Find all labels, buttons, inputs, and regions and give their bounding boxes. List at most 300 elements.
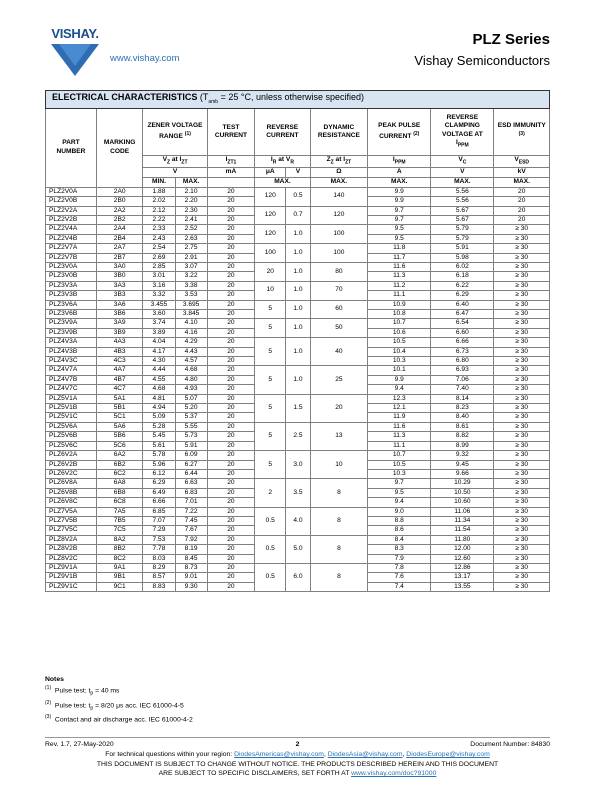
cell-marking-code: 3B0 [96,272,143,281]
cell-vz-max: 5.20 [175,404,207,413]
cell-vz-max: 6.83 [175,488,207,497]
cell-part-number: PLZ2V0B [46,197,97,206]
cell-peak-pulse-current: 11.2 [368,281,431,290]
cell-marking-code: 2A4 [96,225,143,234]
cell-part-number: PLZ2V0A [46,187,97,196]
cell-vz-max: 8.73 [175,563,207,572]
cell-vz-max: 4.10 [175,319,207,328]
cell-marking-code: 6B8 [96,488,143,497]
cell-part-number: PLZ6V2B [46,460,97,469]
cell-dynamic-resistance: 100 [310,225,368,244]
cell-marking-code: 8B2 [96,545,143,554]
cell-marking-code: 9B1 [96,573,143,582]
cell-reverse-current: 0.5 [255,563,286,591]
cell-vz-min: 6.66 [143,498,175,507]
cell-reverse-voltage: 1.0 [286,300,310,319]
sym-ir: $I_R$ at $V_R$ [255,156,310,168]
cell-esd-immunity: ≥ 30 [494,319,550,328]
cell-test-current: 20 [207,441,255,450]
cell-vz-max: 2.52 [175,225,207,234]
cell-reverse-current: 100 [255,244,286,263]
cell-vz-max: 2.75 [175,244,207,253]
cell-esd-immunity: ≥ 30 [494,563,550,572]
notes-heading: Notes [45,676,64,683]
cell-clamping-voltage: 12.00 [431,545,494,554]
page-number: 2 [295,741,300,748]
label-max [207,177,255,187]
cell-clamping-voltage: 12.86 [431,563,494,572]
cell-test-current: 20 [207,422,255,431]
cell-dynamic-resistance: 8 [310,479,368,507]
cell-vz-min: 3.16 [143,281,175,290]
cell-vz-max: 3.845 [175,310,207,319]
cell-esd-immunity: ≥ 30 [494,262,550,271]
cell-marking-code: 4C7 [96,385,143,394]
cell-marking-code: 2B4 [96,234,143,243]
cell-peak-pulse-current: 10.5 [368,460,431,469]
cell-test-current: 20 [207,338,255,347]
cell-reverse-current: 120 [255,225,286,244]
cell-test-current: 20 [207,404,255,413]
cell-part-number: PLZ2V2B [46,215,97,224]
table-row [46,563,550,572]
cell-marking-code: 7A5 [96,507,143,516]
table-row [46,338,550,347]
cell-marking-code: 5B1 [96,404,143,413]
cell-esd-immunity: ≥ 30 [494,488,550,497]
col-marking-code: MARKING CODE [96,109,143,188]
cell-dynamic-resistance: 10 [310,451,368,479]
cell-reverse-voltage: 1.0 [286,338,310,366]
cell-dynamic-resistance: 120 [310,206,368,225]
cell-test-current: 20 [207,516,255,525]
cell-vz-min: 4.68 [143,385,175,394]
electrical-characteristics-table [45,90,550,592]
cell-vz-min: 7.29 [143,526,175,535]
cell-esd-immunity: ≥ 30 [494,272,550,281]
cell-peak-pulse-current: 8.6 [368,526,431,535]
cell-vz-min: 4.55 [143,375,175,384]
cell-peak-pulse-current: 11.3 [368,432,431,441]
cell-clamping-voltage: 6.40 [431,300,494,309]
cell-marking-code: 6C8 [96,498,143,507]
cell-peak-pulse-current: 10.7 [368,451,431,460]
cell-test-current: 20 [207,300,255,309]
company-subtitle: Vishay Semiconductors [414,53,550,68]
cell-test-current: 20 [207,357,255,366]
cell-test-current: 20 [207,488,255,497]
cell-vz-max: 8.45 [175,554,207,563]
cell-marking-code: 5A1 [96,394,143,403]
cell-test-current: 20 [207,563,255,572]
cell-part-number: PLZ2V4A [46,225,97,234]
cell-part-number: PLZ6V2A [46,451,97,460]
cell-reverse-voltage: 0.7 [286,206,310,225]
cell-marking-code: 4A3 [96,338,143,347]
cell-vz-min: 3.89 [143,328,175,337]
cell-esd-immunity: ≥ 30 [494,366,550,375]
cell-peak-pulse-current: 7.4 [368,582,431,591]
cell-reverse-current: 5 [255,319,286,338]
cell-marking-code: 3B6 [96,310,143,319]
cell-reverse-voltage: 2.5 [286,422,310,450]
cell-marking-code: 2A0 [96,187,143,196]
cell-part-number: PLZ3V9A [46,319,97,328]
cell-vz-min: 2.33 [143,225,175,234]
table-row [46,479,550,488]
cell-part-number: PLZ2V2A [46,206,97,215]
cell-peak-pulse-current: 9.9 [368,197,431,206]
cell-clamping-voltage: 6.02 [431,262,494,271]
cell-vz-max: 3.22 [175,272,207,281]
cell-clamping-voltage: 5.98 [431,253,494,262]
cell-esd-immunity: ≥ 30 [494,404,550,413]
table-row [46,206,550,215]
cell-clamping-voltage: 8.40 [431,413,494,422]
vishay-logo [45,26,105,78]
cell-marking-code: 3A6 [96,300,143,309]
cell-esd-immunity: ≥ 30 [494,451,550,460]
cell-clamping-voltage: 5.56 [431,197,494,206]
cell-clamping-voltage: 10.60 [431,498,494,507]
cell-marking-code: 2B2 [96,215,143,224]
cell-vz-min: 5.09 [143,413,175,422]
email-asia-link[interactable]: DiodesAsia@vishay.com [327,751,403,758]
footer-disclaimer-2: ARE SUBJECT TO SPECIFIC DISCLAIMERS, SET FORTH AT www.vishay.com/doc?91000 [158,770,437,777]
cell-marking-code: 2B7 [96,253,143,262]
cell-vz-min: 2.85 [143,262,175,271]
cell-test-current: 20 [207,451,255,460]
cell-test-current: 20 [207,253,255,262]
cell-reverse-voltage: 6.0 [286,563,310,591]
cell-dynamic-resistance: 100 [310,244,368,263]
cell-marking-code: 4A7 [96,366,143,375]
cell-clamping-voltage: 8.14 [431,394,494,403]
cell-esd-immunity: ≥ 30 [494,338,550,347]
cell-esd-immunity: ≥ 30 [494,234,550,243]
cell-peak-pulse-current: 9.7 [368,206,431,215]
sym-ippm: $I_{PPM}$ [368,156,431,168]
logo-text: VISHAY. [51,26,99,41]
cell-part-number: PLZ3V9B [46,328,97,337]
cell-peak-pulse-current: 11.1 [368,441,431,450]
cell-reverse-current: 5 [255,451,286,479]
cell-vz-max: 4.68 [175,366,207,375]
revision: Rev. 1.7, 27-May-2020 [45,741,114,748]
cell-marking-code: 4B3 [96,347,143,356]
unit-v3: V [431,167,494,177]
sym-izt1: $I_{ZT1}$ [207,156,255,168]
cell-part-number: PLZ2V7B [46,253,97,262]
table-row [46,281,550,290]
series-title: PLZ Series [472,31,550,48]
cell-vz-max: 5.55 [175,422,207,431]
cell-test-current: 20 [207,244,255,253]
cell-esd-immunity: ≥ 30 [494,516,550,525]
cell-test-current: 20 [207,319,255,328]
cell-esd-immunity: ≥ 30 [494,582,550,591]
cell-peak-pulse-current: 7.8 [368,563,431,572]
cell-marking-code: 3A0 [96,262,143,271]
cell-vz-min: 5.61 [143,441,175,450]
cell-esd-immunity: ≥ 30 [494,441,550,450]
sym-vz: $V_Z$ at $I_{ZT}$ [143,156,207,168]
cell-dynamic-resistance: 8 [310,563,368,591]
cell-reverse-current: 5 [255,366,286,394]
cell-esd-immunity: ≥ 30 [494,554,550,563]
table-row [46,451,550,460]
col-zener-voltage: ZENER VOLTAGE RANGE $^{(1)}$ [143,109,207,156]
unit-v2: V [286,167,310,177]
cell-vz-max: 3.53 [175,291,207,300]
cell-clamping-voltage: 5.79 [431,234,494,243]
cell-test-current: 20 [207,291,255,300]
cell-vz-max: 2.30 [175,206,207,215]
unit-ma: mA [207,167,255,177]
cell-clamping-voltage: 11.06 [431,507,494,516]
table-row [46,394,550,403]
col-peak-pulse-current: PEAK PULSE CURRENT $^{(2)}$ [368,109,431,156]
unit-a: A [368,167,431,177]
cell-clamping-voltage: 5.67 [431,206,494,215]
cell-vz-min: 8.83 [143,582,175,591]
cell-peak-pulse-current: 8.4 [368,535,431,544]
cell-reverse-voltage: 1.0 [286,225,310,244]
cell-reverse-voltage: 1.0 [286,281,310,300]
cell-reverse-voltage: 0.5 [286,187,310,206]
cell-part-number: PLZ8V2C [46,554,97,563]
cell-test-current: 20 [207,375,255,384]
footer-contacts: For technical questions within your region: DiodesAmericas@vishay.com, DiodesAsia@vishay.com, DiodesEurope@vishay.com [105,751,490,758]
cell-vz-max: 3.695 [175,300,207,309]
cell-test-current: 20 [207,281,255,290]
cell-marking-code: 3A9 [96,319,143,328]
email-europe-link[interactable]: DiodesEurope@vishay.com [406,751,490,758]
footer-rule [45,737,550,738]
cell-esd-immunity: ≥ 30 [494,347,550,356]
cell-esd-immunity: ≥ 30 [494,244,550,253]
cell-clamping-voltage: 9.45 [431,460,494,469]
email-americas-link[interactable]: DiodesAmericas@vishay.com [234,751,324,758]
cell-test-current: 20 [207,310,255,319]
cell-part-number: PLZ3V3B [46,291,97,300]
cell-peak-pulse-current: 9.4 [368,385,431,394]
cell-test-current: 20 [207,328,255,337]
cell-peak-pulse-current: 10.7 [368,319,431,328]
col-dynamic-resistance: DYNAMIC RESISTANCE [310,109,368,156]
cell-test-current: 20 [207,535,255,544]
cell-vz-max: 5.91 [175,441,207,450]
cell-clamping-voltage: 10.50 [431,488,494,497]
label-max: MAX. [431,177,494,187]
cell-vz-min: 4.94 [143,404,175,413]
cell-esd-immunity: ≥ 30 [494,394,550,403]
label-max: MAX. [310,177,368,187]
cell-clamping-voltage: 13.55 [431,582,494,591]
cell-marking-code: 9C1 [96,582,143,591]
cell-vz-min: 8.03 [143,554,175,563]
cell-vz-min: 2.54 [143,244,175,253]
cell-vz-min: 3.74 [143,319,175,328]
cell-clamping-voltage: 10.29 [431,479,494,488]
cell-test-current: 20 [207,394,255,403]
cell-vz-min: 6.29 [143,479,175,488]
cell-clamping-voltage: 11.54 [431,526,494,535]
cell-peak-pulse-current: 10.9 [368,300,431,309]
cell-reverse-current: 5 [255,338,286,366]
cell-reverse-current: 5 [255,422,286,450]
cell-dynamic-resistance: 8 [310,535,368,563]
document-number: Document Number: 84830 [470,741,550,748]
cell-part-number: PLZ9V1A [46,563,97,572]
cell-test-current: 20 [207,432,255,441]
cell-part-number: PLZ2V7A [46,244,97,253]
cell-part-number: PLZ4V3C [46,357,97,366]
cell-dynamic-resistance: 40 [310,338,368,366]
cell-vz-max: 6.63 [175,479,207,488]
cell-peak-pulse-current: 9.7 [368,215,431,224]
cell-peak-pulse-current: 7.6 [368,573,431,582]
table-body [46,187,550,591]
cell-peak-pulse-current: 9.5 [368,225,431,234]
cell-marking-code: 8C2 [96,554,143,563]
cell-vz-min: 2.69 [143,253,175,262]
cell-marking-code: 6C2 [96,469,143,478]
cell-esd-immunity: ≥ 30 [494,413,550,422]
cell-esd-immunity: ≥ 30 [494,469,550,478]
cell-reverse-voltage: 3.0 [286,451,310,479]
cell-reverse-voltage: 1.0 [286,319,310,338]
col-esd-immunity: ESD IMMUNITY $^{(3)}$ [494,109,550,156]
cell-peak-pulse-current: 9.9 [368,375,431,384]
cell-vz-min: 7.53 [143,535,175,544]
cell-part-number: PLZ3V0B [46,272,97,281]
cell-esd-immunity: 20 [494,215,550,224]
cell-peak-pulse-current: 9.4 [368,498,431,507]
cell-clamping-voltage: 12.60 [431,554,494,563]
cell-peak-pulse-current: 12.1 [368,404,431,413]
cell-dynamic-resistance: 20 [310,394,368,422]
cell-esd-immunity: ≥ 30 [494,498,550,507]
page-header [0,0,595,80]
cell-peak-pulse-current: 11.6 [368,262,431,271]
cell-vz-min: 2.02 [143,197,175,206]
cell-part-number: PLZ3V3A [46,281,97,290]
cell-peak-pulse-current: 9.0 [368,507,431,516]
cell-esd-immunity: ≥ 30 [494,357,550,366]
cell-test-current: 20 [207,187,255,196]
cell-vz-max: 2.41 [175,215,207,224]
cell-test-current: 20 [207,272,255,281]
cell-vz-max: 5.07 [175,394,207,403]
cell-marking-code: 8A2 [96,535,143,544]
cell-vz-max: 2.20 [175,197,207,206]
cell-vz-max: 6.44 [175,469,207,478]
label-max: MAX. [175,177,207,187]
table-row [46,225,550,234]
cell-reverse-voltage: 3.5 [286,479,310,507]
sym-vesd: $V_{ESD}$ [494,156,550,168]
cell-vz-max: 3.38 [175,281,207,290]
table-row [46,535,550,544]
cell-part-number: PLZ3V6B [46,310,97,319]
cell-marking-code: 4C3 [96,357,143,366]
cell-dynamic-resistance: 25 [310,366,368,394]
cell-part-number: PLZ4V3B [46,347,97,356]
cell-peak-pulse-current: 10.5 [368,338,431,347]
cell-vz-min: 3.455 [143,300,175,309]
cell-vz-max: 7.22 [175,507,207,516]
cell-esd-immunity: ≥ 30 [494,432,550,441]
cell-marking-code: 5B6 [96,432,143,441]
cell-part-number: PLZ8V2B [46,545,97,554]
cell-vz-min: 4.30 [143,357,175,366]
cell-test-current: 20 [207,197,255,206]
cell-reverse-current: 20 [255,262,286,281]
cell-vz-min: 4.44 [143,366,175,375]
cell-test-current: 20 [207,206,255,215]
cell-vz-max: 2.91 [175,253,207,262]
cell-vz-max: 4.29 [175,338,207,347]
cell-part-number: PLZ5V6B [46,432,97,441]
cell-reverse-voltage: 4.0 [286,507,310,535]
cell-peak-pulse-current: 8.8 [368,516,431,525]
cell-vz-max: 5.37 [175,413,207,422]
cell-dynamic-resistance: 80 [310,262,368,281]
cell-vz-min: 5.78 [143,451,175,460]
cell-esd-immunity: ≥ 30 [494,328,550,337]
cell-reverse-current: 5 [255,394,286,422]
footer-disclaimer-1: THIS DOCUMENT IS SUBJECT TO CHANGE WITHOUT NOTICE. THE PRODUCTS DESCRIBED HEREIN AND THIS DOCUMENT [96,761,499,768]
cell-clamping-voltage: 8.61 [431,422,494,431]
cell-esd-immunity: ≥ 30 [494,253,550,262]
cell-clamping-voltage: 6.47 [431,310,494,319]
cell-peak-pulse-current: 12.3 [368,394,431,403]
cell-part-number: PLZ8V2A [46,535,97,544]
cell-vz-max: 7.01 [175,498,207,507]
cell-test-current: 20 [207,573,255,582]
cell-vz-max: 4.57 [175,357,207,366]
cell-vz-max: 2.10 [175,187,207,196]
disclaimer-link[interactable]: www.vishay.com/doc?91000 [351,770,437,777]
cell-vz-max: 5.73 [175,432,207,441]
cell-marking-code: 3A3 [96,281,143,290]
cell-test-current: 20 [207,479,255,488]
cell-vz-min: 7.78 [143,545,175,554]
cell-reverse-voltage: 1.0 [286,244,310,263]
cell-dynamic-resistance: 70 [310,281,368,300]
table-row [46,507,550,516]
unit-ua: μA [255,167,286,177]
site-url[interactable]: www.vishay.com [110,53,180,64]
cell-esd-immunity: ≥ 30 [494,526,550,535]
cell-marking-code: 7C5 [96,526,143,535]
cell-test-current: 20 [207,234,255,243]
cell-esd-immunity: ≥ 30 [494,535,550,544]
cell-part-number: PLZ9V1B [46,573,97,582]
cell-esd-immunity: ≥ 30 [494,545,550,554]
cell-clamping-voltage: 6.54 [431,319,494,328]
cell-test-current: 20 [207,507,255,516]
cell-marking-code: 2A7 [96,244,143,253]
cell-vz-min: 7.07 [143,516,175,525]
cell-marking-code: 6B2 [96,460,143,469]
cell-clamping-voltage: 5.67 [431,215,494,224]
cell-vz-min: 5.45 [143,432,175,441]
cell-peak-pulse-current: 11.9 [368,413,431,422]
col-clamping-voltage: REVERSE CLAMPING VOLTAGE AT $I_{PPM}$ [431,109,494,156]
cell-clamping-voltage: 9.32 [431,451,494,460]
